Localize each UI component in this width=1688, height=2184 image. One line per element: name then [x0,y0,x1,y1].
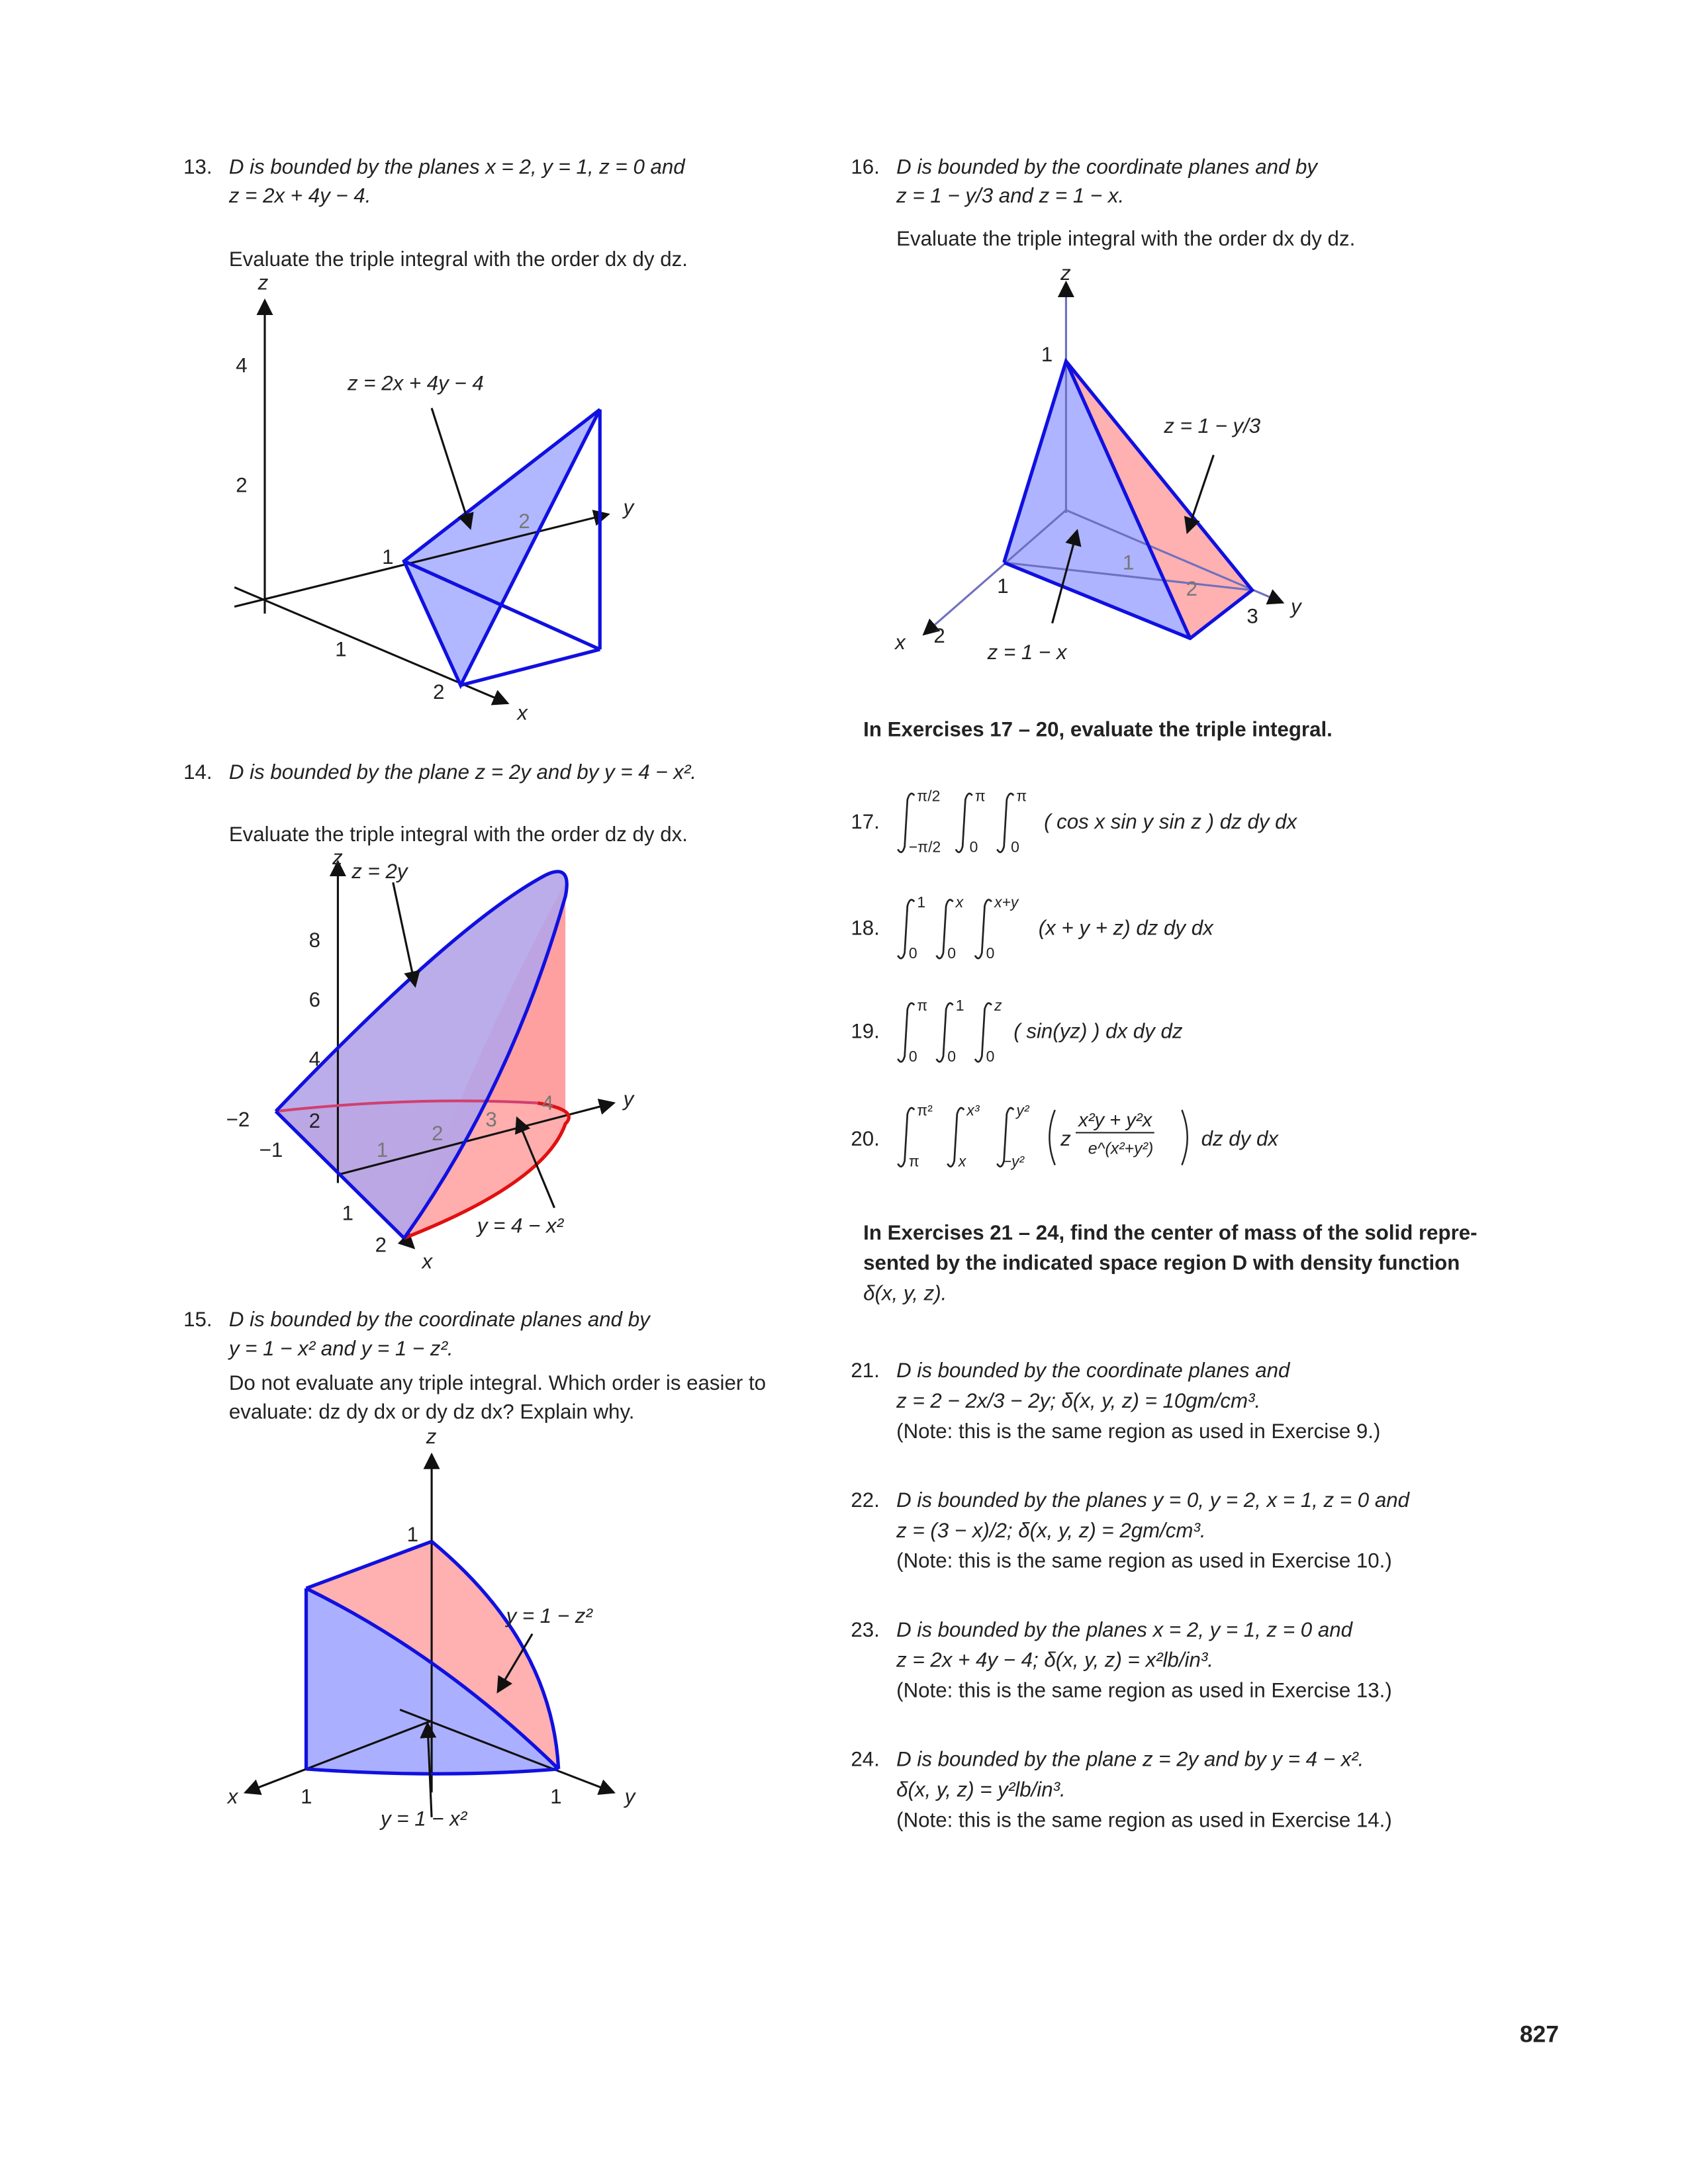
ex16-fig-surf1-label: z = 1 − y/3 [1164,414,1261,438]
right-paren [1179,1109,1193,1166]
ex22-number: 22. [851,1488,880,1513]
ex24-line2: δ(x, y, z) = y²lb/in³. [896,1778,1066,1802]
ex22-line2: z = (3 − x)/2; δ(x, y, z) = 2gm/cm³. [896,1519,1206,1543]
integrals-2-limits-2-0-label: 0 [986,1049,995,1066]
ex14-fig-y1-label: 1 [376,1138,389,1161]
ex14-fig-z2-label: 2 [308,1109,321,1133]
integrals-1-limits-1-1-label: x [955,895,964,912]
integrals-3-limits-1-1-label: x³ [966,1103,980,1120]
ex16-fig-x-label: x [895,631,906,655]
ex15-line3: Do not evaluate any triple integral. Which order is easier to [228,1371,767,1396]
integrals-2-limits-0-1-label: π [917,998,928,1015]
integrals-3-limits-0-1-label: π² [917,1103,933,1120]
integrals-1-limits-1-0-label: 0 [947,946,957,963]
ex13-line2: z = 2x + 4y − 4. [228,185,371,208]
ex16-fig-surf2-label: z = 1 − x [987,640,1067,664]
ex15-fig-z1-label: 1 [406,1523,418,1547]
ex21-number: 21. [851,1359,880,1383]
integral-17 [851,789,1402,858]
integrals-2-limits-0-0-label: 0 [908,1049,917,1066]
integrals-3-limits-0-0-label: π [908,1154,919,1171]
ex16-number: 16. [851,156,880,179]
ex22-line1: D is bounded by the planes y = 0, y = 2, x = 1, z = 0 and [896,1488,1410,1513]
integrals-3-integrand_num-label: x²y + y²x [1076,1109,1154,1134]
ex15-number: 15. [183,1308,212,1332]
ex24-note: (Note: this is the same region as used in Exercise 14.) [896,1809,1392,1833]
ex14-fig-x1-label: 1 [342,1201,354,1225]
ex16-fig-z-label: z [1060,261,1071,285]
integrals-1-limits-2-1-label: x+y [994,895,1019,912]
integrals-2-limits-1-0-label: 0 [947,1049,957,1066]
integrals-1-integrand-label: (x + y + z) dz dy dx [1038,917,1213,940]
section-heading-21-24-line2: sented by the indicated space region D with density function [863,1251,1460,1276]
ex13-fig-x2-label: 2 [433,680,445,704]
ex24-number: 24. [851,1748,880,1772]
ex14-instruction: Evaluate the triple integral with the order dz dy dx. [228,823,688,847]
ex22-note: (Note: this is the same region as used in Exercise 10.) [896,1549,1392,1574]
ex13-fig-surface-label: z = 2x + 4y − 4 [347,371,484,395]
ex13-fig-x-label: x [517,701,528,725]
ex15-line4: evaluate: dz dy dx or dy dz dx? Explain why. [228,1400,635,1425]
ex15-fig-y1-label: 1 [550,1784,562,1808]
integrals-3-integrand_pre-label: z [1060,1128,1071,1152]
integrals-1-limits-0-0-label: 0 [908,946,917,963]
ex14-fig-y-label: y [623,1087,634,1111]
integrals-3-limits-2-0-label: −y² [1002,1154,1025,1171]
ex24-line1: D is bounded by the plane z = 2y and by y = 4 − x². [896,1748,1364,1772]
ex15-fig-surf2-label: y = 1 − x² [380,1807,467,1831]
ex14-fig-x2-label: 2 [375,1233,387,1257]
figure-line [461,649,600,685]
integral-19 [851,998,1402,1067]
ex13-fig-y1-label: 1 [382,545,394,569]
ex13-fig-z-label: z [258,271,269,295]
ex14-fig-z6-label: 6 [308,987,321,1011]
integrals-2-limits-1-1-label: 1 [955,998,964,1015]
integrals-0-integrand-label: ( cos x sin y sin z ) dz dy dx [1044,810,1297,835]
ex14-fig-xm1-label: −1 [259,1138,283,1161]
integrals-1-limits-0-1-label: 1 [917,895,926,912]
ex16-fig-y2-label: 2 [1186,576,1198,600]
ex15-fig-z-label: z [426,1425,437,1449]
integrals-3-integrand_den-label: e^(x²+y²) [1088,1138,1154,1158]
ex16-fig-y3-label: 3 [1246,604,1258,628]
ex21-note: (Note: this is the same region as used in Exercise 9.) [896,1420,1381,1444]
ex14-fig-z-label: z [332,846,343,870]
ex23-number: 23. [851,1618,880,1643]
ex13-line1: D is bounded by the planes x = 2, y = 1, z = 0 and [228,156,685,179]
ex21-line1: D is bounded by the coordinate planes and [896,1359,1290,1383]
integrals-0-limits-2-0-label: 0 [1011,839,1019,856]
integrals-0-limits-0-1-label: π/2 [917,788,941,805]
ex16-line2: z = 1 − y/3 and z = 1 − x. [896,185,1125,208]
figure-shape [1182,1110,1187,1165]
ex13-plane-face [404,410,600,686]
ex13-instruction: Evaluate the triple integral with the order dx dy dz. [228,248,688,272]
integral-20-number: 20. [851,1128,880,1152]
left-paren [1044,1109,1058,1166]
integral-17-number: 17. [851,810,880,835]
ex16-fig-z1-label: 1 [1041,342,1053,366]
section-heading-17-20: In Exercises 17 – 20, evaluate the triple integral. [863,718,1333,742]
integrals-3-limits-2-1-label: y² [1016,1103,1029,1120]
integrals-3-limits-1-0-label: x [958,1154,966,1171]
ex16-fig-x2-label: 2 [933,623,945,647]
ex14-fig-xm2-label: −2 [226,1108,250,1132]
ex13-number: 13. [183,156,212,179]
figure-line [1188,455,1214,532]
integrals-1-limits-2-0-label: 0 [986,946,995,963]
ex23-line1: D is bounded by the planes x = 2, y = 1, z = 0 and [896,1618,1352,1643]
ex13-fig-z4-label: 4 [236,353,248,377]
ex15-fig-x-label: x [227,1784,238,1808]
ex14-number: 14. [183,760,212,785]
page-number: 827 [1519,2021,1559,2048]
ex14-fig-surface-label: z = 2y [352,860,408,884]
integrals-0-limits-2-1-label: π [1016,788,1027,805]
section-heading-21-24-line3: δ(x, y, z). [863,1282,947,1306]
integral-20 [851,1103,1402,1172]
ex16-fig-x1-label: 1 [997,574,1009,598]
integrals-0-limits-1-1-label: π [974,788,986,805]
ex14-fig-x-label: x [422,1250,433,1273]
integral-18-number: 18. [851,917,880,940]
ex15-line2: y = 1 − x² and y = 1 − z². [228,1337,453,1361]
ex23-note: (Note: this is the same region as used in Exercise 13.) [896,1679,1392,1703]
figure-line [432,408,470,528]
ex14-fig-y4-label: 4 [541,1091,554,1115]
ex14-line1: D is bounded by the plane z = 2y and by y = 4 − x². [228,760,697,785]
integrals-3-integrand_post-label: dz dy dx [1201,1128,1278,1152]
ex14-fig-y2-label: 2 [432,1121,444,1145]
ex14-fig-z8-label: 8 [308,929,321,952]
integral-18 [851,895,1402,964]
ex23-line2: z = 2x + 4y − 4; δ(x, y, z) = x²lb/in³. [896,1649,1213,1673]
ex13-fig-y-label: y [623,496,634,520]
ex15-fig-x1-label: 1 [301,1784,312,1808]
ex13-fig-x1-label: 1 [335,637,347,661]
ex13-fig-y2-label: 2 [518,509,530,533]
integrals-0-limits-0-0-label: −π/2 [908,839,941,856]
integrals-2-integrand-label: ( sin(yz) ) dx dy dz [1013,1020,1183,1044]
integrals-0-limits-1-0-label: 0 [969,839,978,856]
ex14-fig-curve-label: y = 4 − x² [477,1214,564,1238]
integral-19-number: 19. [851,1020,880,1044]
ex21-line2: z = 2 − 2x/3 − 2y; δ(x, y, z) = 10gm/cm³. [896,1389,1261,1414]
ex15-line1: D is bounded by the coordinate planes and by [228,1308,650,1332]
ex16-line1: D is bounded by the coordinate planes and by [896,156,1318,179]
integrals-2-limits-2-1-label: z [994,998,1002,1015]
section-heading-21-24-line1: In Exercises 21 – 24, find the center of mass of the solid repre- [863,1221,1477,1246]
ex15-fig-surf1-label: y = 1 − z² [506,1604,592,1628]
ex16-instruction: Evaluate the triple integral with the order dx dy dz. [896,227,1356,251]
ex16-fig-y-label: y [1290,595,1301,619]
ex16-fig-y1-label: 1 [1122,551,1135,574]
ex15-fig-y-label: y [624,1784,635,1808]
figure-shape [1049,1110,1055,1165]
ex14-fig-z4-label: 4 [308,1047,321,1071]
figure-line [393,882,415,985]
ex14-fig-y3-label: 3 [485,1108,497,1132]
ex13-fig-z2-label: 2 [236,473,248,497]
